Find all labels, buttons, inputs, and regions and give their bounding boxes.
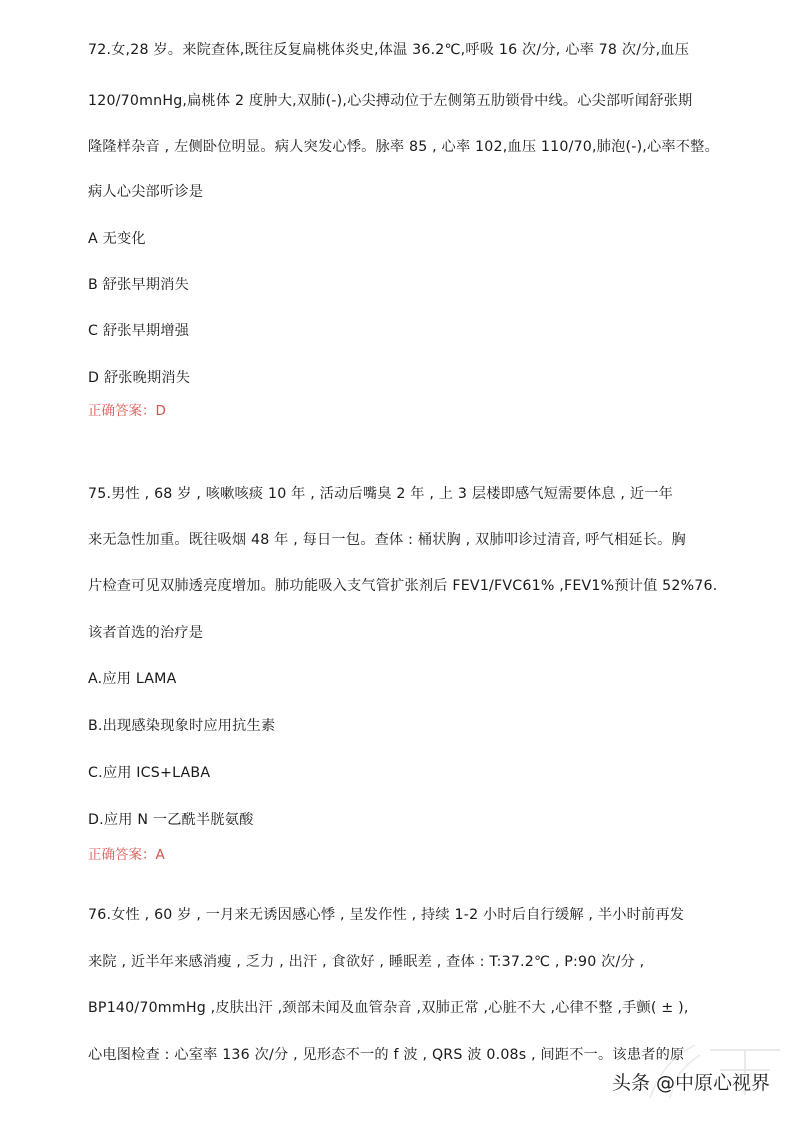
question-72-option-b: B 舒张早期消失 xyxy=(88,277,189,293)
question-72-line-4: 病人心尖部听诊是 xyxy=(88,184,204,200)
question-75-line-3: 片检查可见双肺透亮度增加。肺功能吸入支气管扩张剂后 FEV1/FVC61% ,FEV1%预计值 52%76. xyxy=(88,578,718,594)
answer-value: A xyxy=(155,847,165,863)
question-72-answer xyxy=(88,401,166,421)
answer-value: D xyxy=(155,403,166,419)
question-75-option-c: C.应用 ICS+LABA xyxy=(88,765,211,781)
question-76-line-4: 心电图检查 : 心室率 136 次/分 , 见形态不一的 f 波 , QRS 波 0.08s , 间距不一。该患者的原 xyxy=(88,1047,685,1063)
question-75-line-2: 来无急性加重。既往吸烟 48 年 , 每日一包。查体 : 桶状胸 , 双肺叩诊过清音, 呼气相延长。胸 xyxy=(88,532,686,548)
question-72-line-2: 120/70mnHg,扁桃体 2 度肿大,双肺(-),心尖搏动位于左侧第五肋锁骨中线。心尖部听闻舒张期 xyxy=(88,93,693,109)
answer-label: 正确答案： xyxy=(88,403,156,419)
question-75-line-4: 该者首选的治疗是 xyxy=(88,625,204,641)
answer-label: 正确答案： xyxy=(88,847,156,863)
question-72-line-1: 72.女,28 岁。来院查体,既往反复扁桃体炎史,体温 36.2℃,呼吸 16 次/分, 心率 78 次/分,血压 xyxy=(88,42,690,58)
question-76-line-1: 76.女性 , 60 岁 , 一月来无诱因感心悸 , 呈发作性 , 持续 1-2 小时后自行缓解 , 半小时前再发 xyxy=(88,907,685,923)
question-75-answer xyxy=(88,845,165,865)
question-72-option-d: D 舒张晚期消失 xyxy=(88,370,191,386)
question-75-option-a: A.应用 LAMA xyxy=(88,671,177,687)
question-75-option-b: B.出现感染现象时应用抗生素 xyxy=(88,718,276,734)
question-72-option-a: A 无变化 xyxy=(88,231,146,247)
watermark-text: 头条 @中原心视界 xyxy=(612,1072,771,1094)
question-75-option-d: D.应用 N 一乙酰半胱氨酸 xyxy=(88,812,254,828)
question-72-option-c: C 舒张早期增强 xyxy=(88,323,190,339)
question-75-line-1: 75.男性 , 68 岁 , 咳嗽咳痰 10 年 , 活动后嘴臭 2 年 , 上 3 层楼即感气短需要体息 , 近一年 xyxy=(88,486,673,502)
question-72-line-3: 隆隆样杂音 , 左侧卧位明显。病人突发心悸。脉率 85 , 心率 102,血压 110/70,肺泡(-),心率不整。 xyxy=(88,139,719,155)
question-76-line-2: 来院 , 近半年来感消瘦 , 乏力 , 出汗 , 食欲好 , 睡眠差 , 查体 : T:37.2℃ , P:90 次/分 , xyxy=(88,954,645,970)
question-76-line-3: BP140/70mmHg ,皮肤出汗 ,颈部未闻及血管杂音 ,双肺正常 ,心脏不大 ,心律不整 ,手颤( ± ), xyxy=(88,1000,689,1016)
